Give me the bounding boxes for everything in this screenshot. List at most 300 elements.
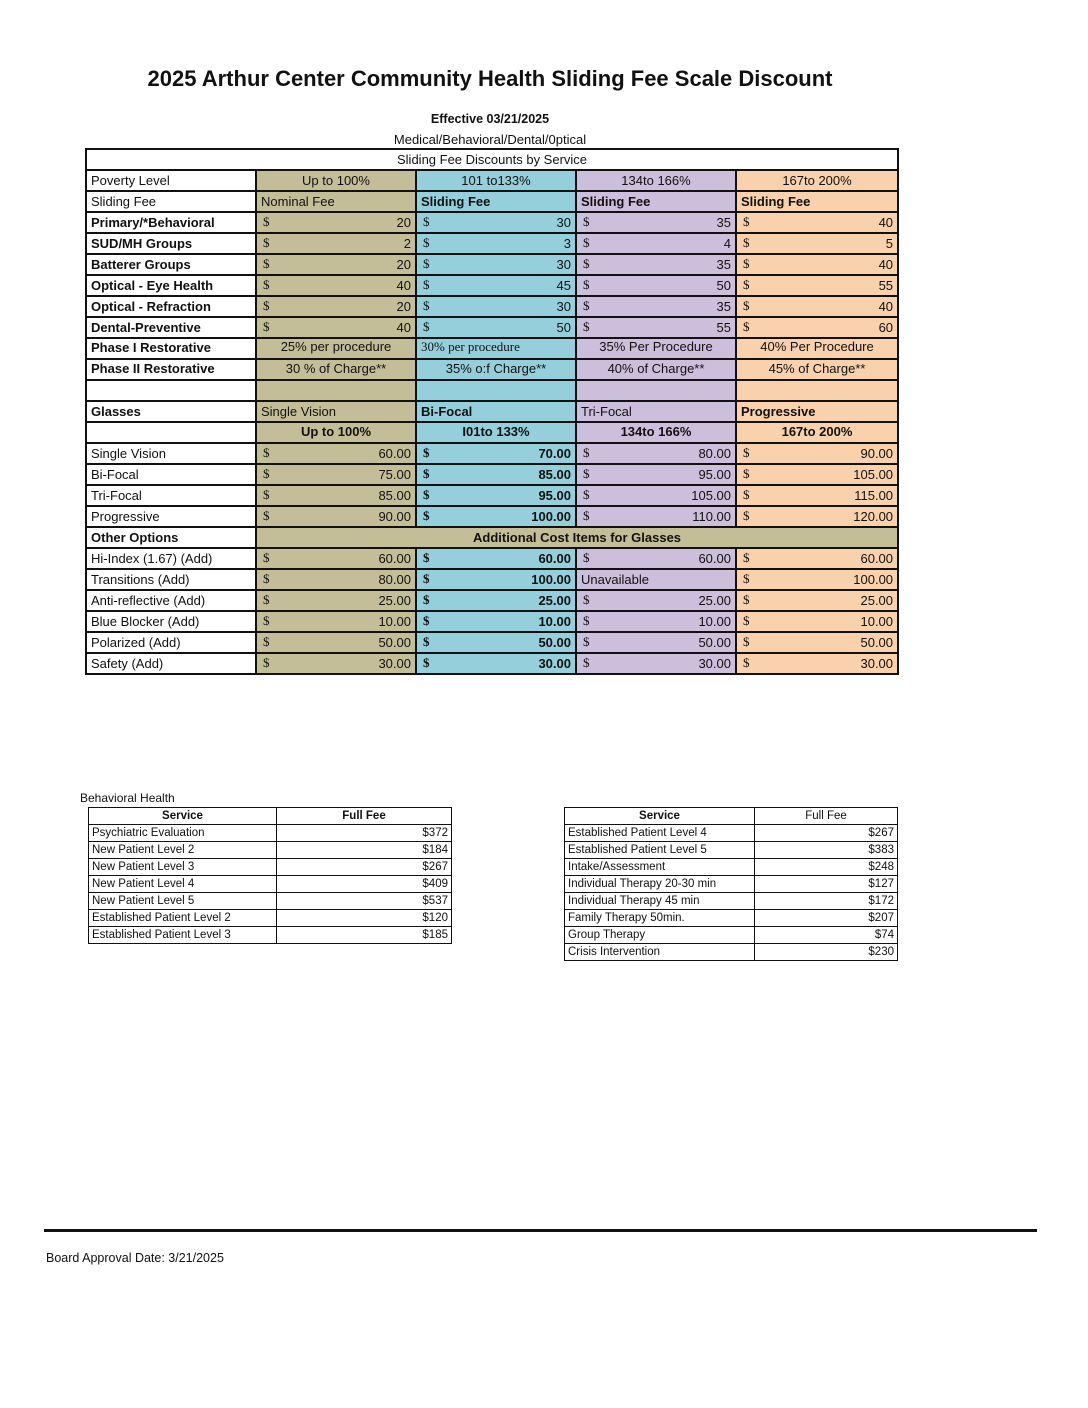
glasses-label: Progressive	[86, 506, 256, 527]
options-value: 60.00	[378, 551, 411, 566]
fee-row	[89, 842, 452, 859]
options-label: Transitions (Add)	[86, 569, 256, 590]
options-row	[86, 632, 898, 653]
sliding-fee-col: Sliding Fee	[576, 191, 736, 212]
phase2-col: 35% o:f Charge**	[416, 359, 576, 380]
services-label: Batterer Groups	[86, 254, 256, 275]
options-value: 60.00	[538, 551, 571, 566]
fee-row	[89, 876, 452, 893]
services-value-cell	[736, 317, 898, 338]
services-value-cell	[736, 233, 898, 254]
services-value-cell	[416, 212, 576, 233]
poverty-level-row	[86, 170, 898, 191]
full-fee-header: Full Fee	[755, 808, 898, 825]
services-value-cell	[576, 212, 736, 233]
options-row	[86, 569, 898, 590]
service-header: Service	[565, 808, 755, 825]
dollar-sign: $	[583, 613, 590, 628]
glasses-value: 85.00	[538, 467, 571, 482]
dollar-sign: $	[583, 445, 590, 460]
blank-cell	[86, 422, 256, 443]
phase1-row	[86, 338, 898, 359]
services-value: 35	[716, 299, 731, 314]
blank-cell	[576, 380, 736, 401]
options-row	[86, 548, 898, 569]
glasses-row	[86, 506, 898, 527]
options-value-cell	[576, 590, 736, 611]
options-value-cell	[576, 611, 736, 632]
glasses-value-cell	[576, 443, 736, 464]
dollar-sign: $	[743, 214, 750, 229]
options-value: 50.00	[538, 635, 571, 650]
phase1-col: 35% Per Procedure	[576, 338, 736, 359]
service-name: Intake/Assessment	[565, 859, 755, 876]
fee-row	[89, 825, 452, 842]
options-value-cell	[256, 569, 416, 590]
dollar-sign: $	[423, 655, 430, 670]
dollar-sign: $	[743, 235, 750, 250]
options-value: 100.00	[531, 572, 571, 587]
services-value-cell	[256, 296, 416, 317]
options-value-cell	[256, 548, 416, 569]
effective-date: Effective 03/21/2025	[430, 112, 550, 126]
dollar-sign: $	[423, 256, 430, 271]
dollar-sign: $	[583, 319, 590, 334]
dollar-sign: $	[423, 571, 430, 586]
options-value: 30.00	[538, 656, 571, 671]
service-fee: $537	[277, 893, 452, 910]
services-label: Optical - Refraction	[86, 296, 256, 317]
options-label: Anti-reflective (Add)	[86, 590, 256, 611]
services-label: SUD/MH Groups	[86, 233, 256, 254]
options-value-cell	[416, 632, 576, 653]
service-name: Family Therapy 50min.	[565, 910, 755, 927]
phase1-label: Phase I Restorative	[86, 338, 256, 359]
poverty-level-col: 167to 200%	[736, 170, 898, 191]
phase2-col: 30 % of Charge**	[256, 359, 416, 380]
dollar-sign: $	[743, 634, 750, 649]
glasses-value-cell	[416, 506, 576, 527]
dollar-sign: $	[423, 445, 430, 460]
services-value: 45	[556, 278, 571, 293]
options-value: 60.00	[698, 551, 731, 566]
options-value-cell	[416, 569, 576, 590]
services-value-cell	[416, 275, 576, 296]
dollar-sign: $	[423, 550, 430, 565]
services-value-cell	[256, 254, 416, 275]
service-name: New Patient Level 3	[89, 859, 277, 876]
glasses-type: Progressive	[736, 401, 898, 422]
options-value: 50.00	[378, 635, 411, 650]
sliding-fee-label: Sliding Fee	[86, 191, 256, 212]
dollar-sign: $	[263, 592, 270, 607]
dollar-sign: $	[583, 298, 590, 313]
services-value: 4	[723, 236, 731, 251]
options-label: Blue Blocker (Add)	[86, 611, 256, 632]
behavioral-fee-table-left	[88, 807, 452, 944]
services-value: 40	[878, 299, 894, 314]
dollar-sign: $	[583, 634, 590, 649]
dollar-sign: $	[263, 634, 270, 649]
services-value: 35	[716, 215, 731, 230]
behavioral-health-label: Behavioral Health	[80, 791, 175, 805]
services-value: 50	[716, 278, 731, 293]
service-fee: $74	[755, 927, 898, 944]
options-value-cell	[576, 569, 736, 590]
service-name: Individual Therapy 20-30 min	[565, 876, 755, 893]
options-value: 80.00	[378, 572, 411, 587]
glasses-value-cell	[256, 464, 416, 485]
service-fee: $207	[755, 910, 898, 927]
services-value: 30	[556, 257, 571, 272]
options-value-cell	[736, 569, 898, 590]
options-value-cell	[256, 611, 416, 632]
options-value: 10.00	[538, 614, 571, 629]
sliding-fee-col: Nominal Fee	[256, 191, 416, 212]
services-row	[86, 212, 898, 233]
options-value-cell	[416, 653, 576, 674]
options-value-cell	[256, 632, 416, 653]
service-name: New Patient Level 4	[89, 876, 277, 893]
glasses-row	[86, 485, 898, 506]
options-value-cell	[416, 611, 576, 632]
glasses-value: 90.00	[378, 509, 411, 524]
services-value: 40	[396, 320, 411, 335]
blank-cell	[256, 380, 416, 401]
services-value: 60	[878, 320, 894, 335]
blank-cell	[86, 380, 256, 401]
dollar-sign: $	[743, 613, 750, 628]
service-fee: $120	[277, 910, 452, 927]
glasses-label: Bi-Focal	[86, 464, 256, 485]
dollar-sign: $	[743, 298, 750, 313]
glasses-value: 100.00	[531, 509, 571, 524]
sliding-fee-col: Sliding Fee	[416, 191, 576, 212]
other-options-label: Other Options	[86, 527, 256, 548]
services-value-cell	[256, 275, 416, 296]
glasses-value: 85.00	[378, 488, 411, 503]
glasses-value-cell	[736, 443, 898, 464]
page-title: 2025 Arthur Center Community Health Sliding Fee Scale Discount	[147, 66, 833, 91]
glasses-value: 95.00	[538, 488, 571, 503]
glasses-levels-row	[86, 422, 898, 443]
other-options-row	[86, 527, 898, 548]
service-name: Psychiatric Evaluation	[89, 825, 277, 842]
service-fee: $383	[755, 842, 898, 859]
glasses-value: 105.00	[853, 467, 894, 482]
options-value: 30.00	[860, 656, 894, 671]
dollar-sign: $	[263, 466, 270, 481]
table-header-row	[86, 149, 898, 170]
glasses-level: Up to 100%	[256, 422, 416, 443]
additional-cost-banner: Additional Cost Items for Glasses	[256, 527, 898, 548]
options-value: 100.00	[853, 572, 894, 587]
dollar-sign: $	[423, 235, 430, 250]
dollar-sign: $	[743, 256, 750, 271]
services-label: Optical - Eye Health	[86, 275, 256, 296]
services-row	[86, 296, 898, 317]
glasses-label: Single Vision	[86, 443, 256, 464]
services-value: 40	[878, 215, 894, 230]
dollar-sign: $	[263, 571, 270, 586]
services-value: 5	[885, 236, 894, 251]
services-value-cell	[576, 317, 736, 338]
glasses-type: Single Vision	[256, 401, 416, 422]
services-value-cell	[256, 212, 416, 233]
options-row	[86, 590, 898, 611]
services-value-cell	[736, 275, 898, 296]
options-label: Polarized (Add)	[86, 632, 256, 653]
options-value: 30.00	[378, 656, 411, 671]
options-value: 10.00	[860, 614, 894, 629]
dollar-sign: $	[583, 487, 590, 502]
services-value-cell	[416, 317, 576, 338]
dollar-sign: $	[263, 214, 270, 229]
service-fee: $172	[755, 893, 898, 910]
sliding-fee-table-body	[86, 149, 898, 674]
dollar-sign: $	[743, 277, 750, 292]
services-value-cell	[576, 233, 736, 254]
services-value-cell	[736, 212, 898, 233]
fee-header-row	[89, 808, 452, 825]
services-value: 20	[396, 299, 411, 314]
services-value: 20	[396, 215, 411, 230]
poverty-level-col: Up to 100%	[256, 170, 416, 191]
services-value: 55	[716, 320, 731, 335]
services-value: 20	[396, 257, 411, 272]
dollar-sign: $	[583, 214, 590, 229]
dollar-sign: $	[743, 445, 750, 460]
options-value-cell	[256, 590, 416, 611]
service-name: New Patient Level 2	[89, 842, 277, 859]
fee-row	[565, 910, 898, 927]
behavioral-fee-table-right	[564, 807, 898, 961]
dollar-sign: $	[423, 613, 430, 628]
options-value-cell	[576, 653, 736, 674]
glasses-value-cell	[256, 443, 416, 464]
service-fee: $185	[277, 927, 452, 944]
service-fee: $409	[277, 876, 452, 893]
phase2-col: 45% of Charge**	[736, 359, 898, 380]
fee-row	[89, 910, 452, 927]
options-value-cell	[576, 548, 736, 569]
service-header: Service	[89, 808, 277, 825]
blank-row	[86, 380, 898, 401]
glasses-value-cell	[576, 506, 736, 527]
dollar-sign: $	[583, 277, 590, 292]
poverty-level-label: Poverty Level	[86, 170, 256, 191]
dollar-sign: $	[583, 592, 590, 607]
dollar-sign: $	[423, 298, 430, 313]
dollar-sign: $	[743, 550, 750, 565]
service-name: Crisis Intervention	[565, 944, 755, 961]
dollar-sign: $	[423, 592, 430, 607]
service-name: Established Patient Level 4	[565, 825, 755, 842]
service-fee: $184	[277, 842, 452, 859]
dollar-sign: $	[263, 256, 270, 271]
services-row	[86, 233, 898, 254]
service-fee: $372	[277, 825, 452, 842]
dollar-sign: $	[743, 319, 750, 334]
dollar-sign: $	[583, 256, 590, 271]
fee-row	[565, 944, 898, 961]
glasses-value-cell	[736, 485, 898, 506]
service-name: Established Patient Level 3	[89, 927, 277, 944]
glasses-value: 70.00	[538, 446, 571, 461]
options-value-cell	[256, 653, 416, 674]
options-value-cell	[416, 548, 576, 569]
options-value-cell	[736, 632, 898, 653]
options-row	[86, 653, 898, 674]
service-fee: $267	[755, 825, 898, 842]
dollar-sign: $	[423, 277, 430, 292]
dollar-sign: $	[263, 319, 270, 334]
glasses-label: Glasses	[86, 401, 256, 422]
dollar-sign: $	[423, 214, 430, 229]
glasses-type: Tri-Focal	[576, 401, 736, 422]
services-value: 55	[878, 278, 894, 293]
dollar-sign: $	[743, 655, 750, 670]
fee-row	[89, 927, 452, 944]
fee-row	[565, 842, 898, 859]
services-value: 40	[396, 278, 411, 293]
options-label: Safety (Add)	[86, 653, 256, 674]
options-label: Hi-Index (1.67) (Add)	[86, 548, 256, 569]
services-row	[86, 275, 898, 296]
dollar-sign: $	[263, 508, 270, 523]
services-value: 50	[556, 320, 571, 335]
service-fee: $248	[755, 859, 898, 876]
options-value-cell	[576, 632, 736, 653]
services-value: 30	[556, 299, 571, 314]
service-name: Established Patient Level 2	[89, 910, 277, 927]
dollar-sign: $	[423, 508, 430, 523]
dollar-sign: $	[423, 319, 430, 334]
services-value-cell	[576, 296, 736, 317]
glasses-value-cell	[416, 485, 576, 506]
fee-row	[89, 893, 452, 910]
subtitle: Medical/Behavioral/Dental/0ptical	[393, 132, 587, 147]
services-value-cell	[416, 233, 576, 254]
poverty-level-col: 101 to133%	[416, 170, 576, 191]
service-fee: $127	[755, 876, 898, 893]
glasses-level: 167to 200%	[736, 422, 898, 443]
board-approval: Board Approval Date: 3/21/2025	[46, 1251, 224, 1265]
sliding-fee-row	[86, 191, 898, 212]
phase1-col: 40% Per Procedure	[736, 338, 898, 359]
options-value: 50.00	[698, 635, 731, 650]
glasses-value-cell	[416, 443, 576, 464]
dollar-sign: $	[743, 592, 750, 607]
services-row	[86, 254, 898, 275]
glasses-level: I01to 133%	[416, 422, 576, 443]
glasses-value: 90.00	[860, 446, 894, 461]
dollar-sign: $	[583, 235, 590, 250]
glasses-value: 115.00	[854, 488, 894, 503]
services-value: 2	[403, 236, 411, 251]
services-value-cell	[416, 296, 576, 317]
table-header: Sliding Fee Discounts by Service	[86, 149, 898, 170]
service-name: New Patient Level 5	[89, 893, 277, 910]
options-value: 50.00	[860, 635, 894, 650]
dollar-sign: $	[583, 466, 590, 481]
services-value-cell	[256, 317, 416, 338]
glasses-value: 105.00	[691, 488, 731, 503]
services-value: 35	[716, 257, 731, 272]
dollar-sign: $	[743, 571, 750, 586]
glasses-row	[86, 443, 898, 464]
dollar-sign: $	[583, 508, 590, 523]
glasses-value-cell	[256, 506, 416, 527]
services-value: 30	[556, 215, 571, 230]
services-value: 3	[563, 236, 571, 251]
services-value: 40	[878, 257, 894, 272]
dollar-sign: $	[263, 655, 270, 670]
services-value-cell	[576, 275, 736, 296]
options-value-cell	[736, 611, 898, 632]
options-value: Unavailable	[581, 572, 649, 587]
options-value-cell	[416, 590, 576, 611]
phase2-label: Phase II Restorative	[86, 359, 256, 380]
service-fee: $267	[277, 859, 452, 876]
fee-row	[89, 859, 452, 876]
dollar-sign: $	[423, 466, 430, 481]
options-value: 25.00	[538, 593, 571, 608]
fee-row	[565, 876, 898, 893]
fee-row	[565, 859, 898, 876]
options-value-cell	[736, 653, 898, 674]
full-fee-header: Full Fee	[277, 808, 452, 825]
dollar-sign: $	[423, 487, 430, 502]
glasses-header-row	[86, 401, 898, 422]
services-label: Primary/*Behavioral	[86, 212, 256, 233]
glasses-value-cell	[736, 464, 898, 485]
options-value-cell	[736, 590, 898, 611]
dollar-sign: $	[743, 487, 750, 502]
glasses-label: Tri-Focal	[86, 485, 256, 506]
services-row	[86, 317, 898, 338]
glasses-value-cell	[256, 485, 416, 506]
glasses-level: 134to 166%	[576, 422, 736, 443]
fee-header-row	[565, 808, 898, 825]
dollar-sign: $	[423, 634, 430, 649]
services-label: Dental-Preventive	[86, 317, 256, 338]
services-value-cell	[576, 254, 736, 275]
phase2-row	[86, 359, 898, 380]
fee-row	[565, 927, 898, 944]
fee-row	[565, 825, 898, 842]
phase2-col: 40% of Charge**	[576, 359, 736, 380]
dollar-sign: $	[743, 466, 750, 481]
blank-cell	[416, 380, 576, 401]
options-value: 10.00	[698, 614, 731, 629]
options-value: 25.00	[378, 593, 411, 608]
phase1-col: 30% per procedure	[416, 338, 576, 359]
dollar-sign: $	[263, 613, 270, 628]
glasses-value: 80.00	[698, 446, 731, 461]
glasses-value: 60.00	[378, 446, 411, 461]
fee-row	[565, 893, 898, 910]
service-name: Individual Therapy 45 min	[565, 893, 755, 910]
footer-divider	[44, 1229, 1037, 1232]
glasses-value: 75.00	[378, 467, 411, 482]
glasses-value: 110.00	[692, 509, 731, 524]
services-value-cell	[256, 233, 416, 254]
glasses-value-cell	[576, 485, 736, 506]
dollar-sign: $	[263, 487, 270, 502]
dollar-sign: $	[263, 445, 270, 460]
glasses-value-cell	[576, 464, 736, 485]
